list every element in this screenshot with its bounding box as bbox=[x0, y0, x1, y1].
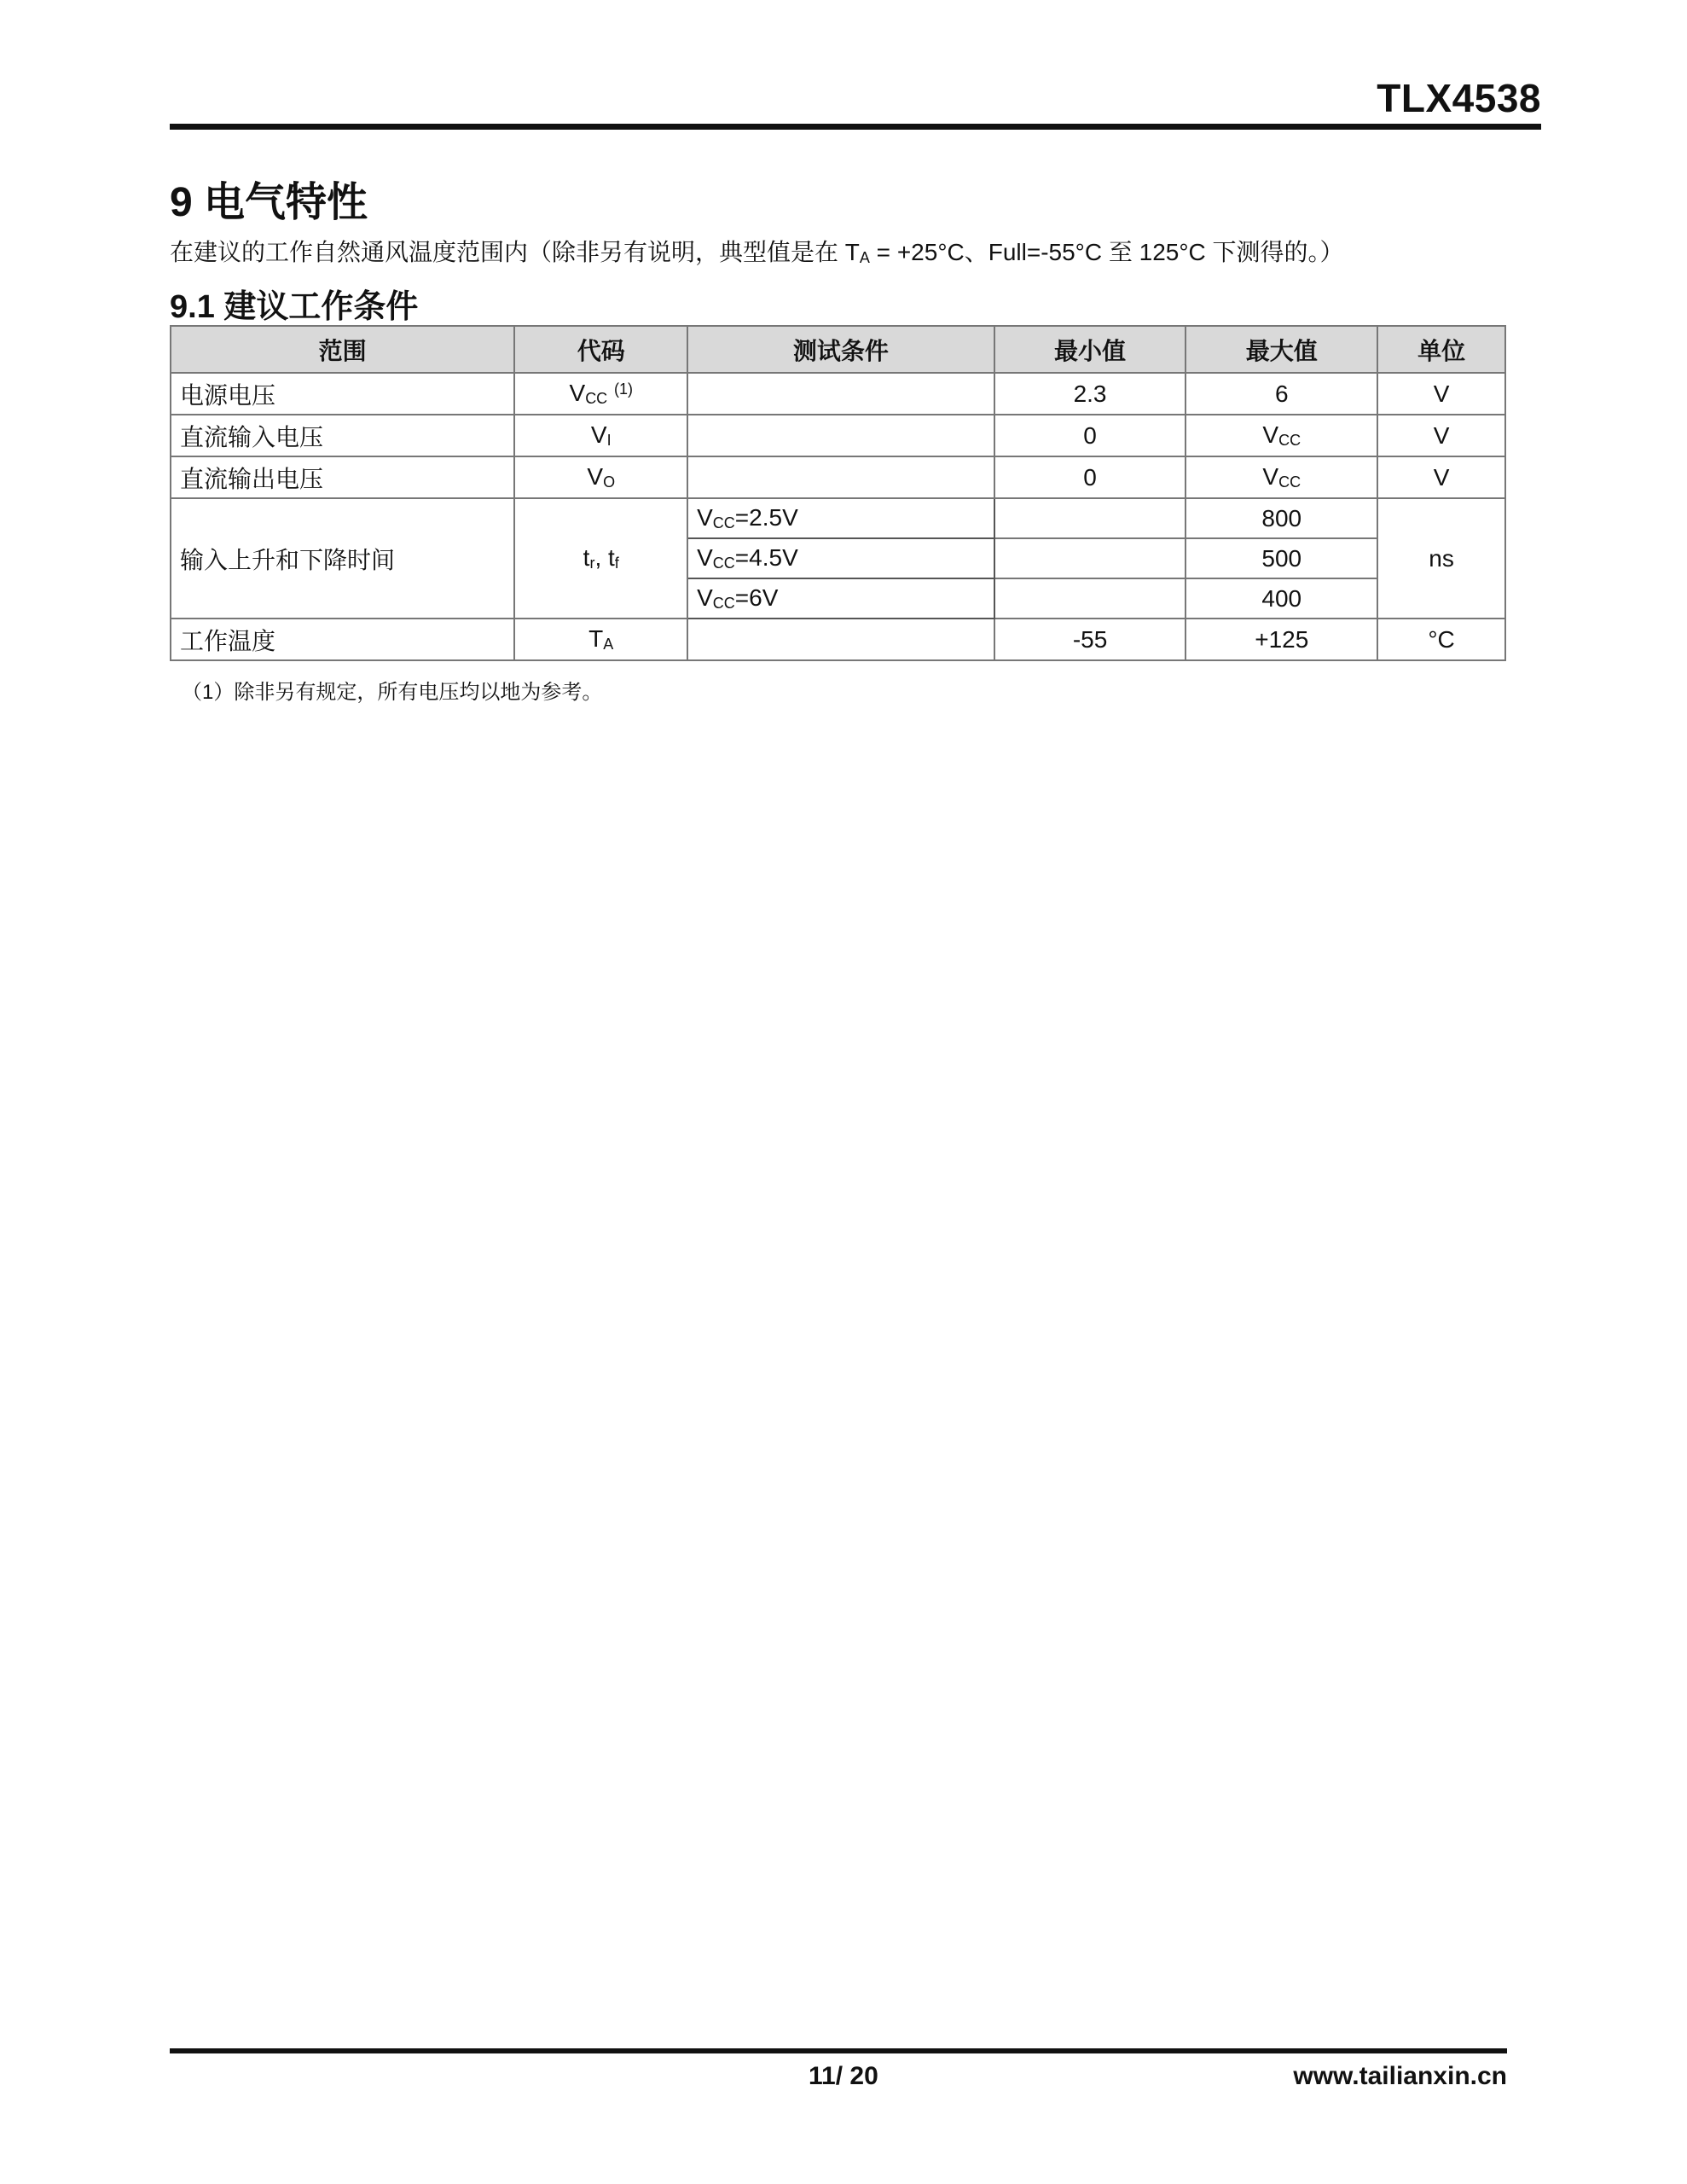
cell-code: $V_I$ bbox=[514, 415, 687, 456]
table-row bbox=[171, 415, 1505, 456]
cell-unit: V bbox=[1377, 456, 1505, 498]
footer-divider bbox=[170, 2048, 1507, 2053]
table-footnote: （1）除非另有规定，所有电压均以地为参考。 bbox=[182, 681, 603, 704]
cell-code: $V_{CC}$ $^{(1)}$ bbox=[514, 373, 687, 415]
cell-condition bbox=[687, 373, 994, 415]
document-title: TLX4538 bbox=[1377, 76, 1541, 120]
cell-min: 0 bbox=[994, 415, 1186, 456]
cell-unit: °C bbox=[1377, 619, 1505, 660]
cell-range: 直流输出电压 bbox=[171, 456, 514, 498]
section-heading: 9 电气特性 bbox=[170, 180, 368, 225]
cell-max: $V_{CC}$ bbox=[1186, 456, 1377, 498]
cell-max: 800 bbox=[1186, 498, 1377, 538]
cell-range: 工作温度 bbox=[171, 619, 514, 660]
cell-min bbox=[994, 578, 1186, 619]
cell-unit: ns bbox=[1377, 498, 1505, 619]
cell-min: 2.3 bbox=[994, 373, 1186, 415]
cell-max: 500 bbox=[1186, 538, 1377, 578]
page-number: 11/ 20 bbox=[809, 2062, 878, 2090]
cell-condition bbox=[687, 619, 994, 660]
table-row bbox=[171, 619, 1505, 660]
cell-unit: V bbox=[1377, 415, 1505, 456]
table-header-row bbox=[171, 326, 1505, 373]
table-row bbox=[171, 498, 1505, 538]
cell-range: 直流输入电压 bbox=[171, 415, 514, 456]
header-range: 范围 bbox=[171, 326, 514, 373]
cell-max: $V_{CC}$ bbox=[1186, 415, 1377, 456]
cell-condition: $V_{CC}=2.5V$ bbox=[687, 498, 994, 538]
header-max: 最大值 bbox=[1186, 326, 1377, 373]
cell-code: $t_r$, $t_f$ bbox=[514, 498, 687, 619]
cell-condition bbox=[687, 415, 994, 456]
header-code: 代码 bbox=[514, 326, 687, 373]
cell-range: 输入上升和下降时间 bbox=[171, 498, 514, 619]
cell-condition: $V_{CC}=4.5V$ bbox=[687, 538, 994, 578]
cell-min bbox=[994, 498, 1186, 538]
cell-min: 0 bbox=[994, 456, 1186, 498]
cell-condition bbox=[687, 456, 994, 498]
subsection-heading: 9.1 建议工作条件 bbox=[170, 289, 419, 325]
website-url: www.tailianxin.cn bbox=[1293, 2062, 1507, 2090]
table-row bbox=[171, 456, 1505, 498]
cell-code: $T_A$ bbox=[514, 619, 687, 660]
recommended-conditions-table bbox=[170, 325, 1506, 661]
cell-unit: V bbox=[1377, 373, 1505, 415]
header-test-condition: 测试条件 bbox=[687, 326, 994, 373]
cell-condition: $V_{CC}=6V$ bbox=[687, 578, 994, 619]
header-divider bbox=[170, 124, 1541, 130]
header-unit: 单位 bbox=[1377, 326, 1505, 373]
cell-max: 400 bbox=[1186, 578, 1377, 619]
cell-code: $V_O$ bbox=[514, 456, 687, 498]
header-min: 最小值 bbox=[994, 326, 1186, 373]
table-row bbox=[171, 373, 1505, 415]
cell-min bbox=[994, 538, 1186, 578]
cell-range: 电源电压 bbox=[171, 373, 514, 415]
cell-min: -55 bbox=[994, 619, 1186, 660]
section-intro: 在建议的工作自然通风温度范围内（除非另有说明，典型值是在 $T_A = +25^\circ C$、Full=-55°C 至 125°C 下测得的。） bbox=[170, 239, 1344, 266]
cell-max: +125 bbox=[1186, 619, 1377, 660]
cell-max: 6 bbox=[1186, 373, 1377, 415]
